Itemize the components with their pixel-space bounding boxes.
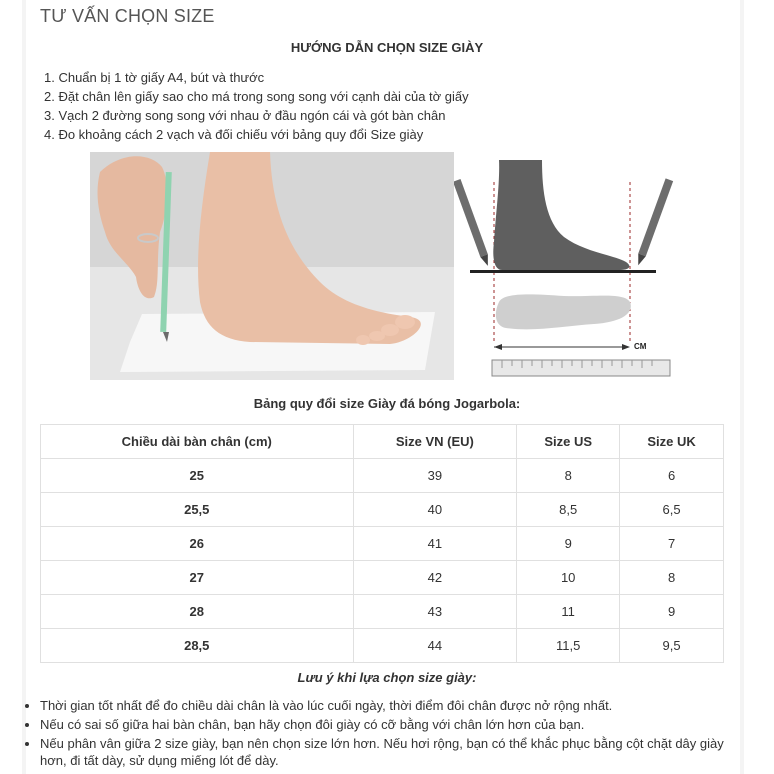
cell-size-uk: 9,5 bbox=[620, 629, 724, 663]
cell-foot-length: 28 bbox=[41, 595, 354, 629]
table-row bbox=[41, 595, 724, 629]
note-item: • Nếu có sai số giữa hai bàn chân, bạn hãy chọn đôi giày có cỡ bằng với chân lớn hơn của bạn. bbox=[40, 716, 740, 733]
cell-size-vn: 43 bbox=[353, 595, 517, 629]
cell-foot-length: 27 bbox=[41, 561, 354, 595]
table-row bbox=[41, 629, 724, 663]
cell-size-uk: 9 bbox=[620, 595, 724, 629]
cell-size-us: 8,5 bbox=[517, 493, 620, 527]
table-row bbox=[41, 459, 724, 493]
foot-measuring-photo bbox=[90, 152, 454, 380]
step-item: 2. Đặt chân lên giấy sao cho má trong song song với cạnh dài của tờ giấy bbox=[44, 89, 469, 104]
cell-size-us: 11,5 bbox=[517, 629, 620, 663]
col-header-size-us: Size US bbox=[517, 425, 620, 459]
guide-heading: HƯỚNG DẪN CHỌN SIZE GIÀY bbox=[290, 40, 484, 55]
cell-size-us: 8 bbox=[517, 459, 620, 493]
size-conversion-table bbox=[40, 424, 724, 663]
col-header-size-vn: Size VN (EU) bbox=[353, 425, 517, 459]
step-item: 4. Đo khoảng cách 2 vạch và đối chiếu với bảng quy đổi Size giày bbox=[44, 127, 424, 142]
cell-foot-length: 26 bbox=[41, 527, 354, 561]
cell-size-uk: 6,5 bbox=[620, 493, 724, 527]
table-row bbox=[41, 493, 724, 527]
cell-size-vn: 41 bbox=[353, 527, 517, 561]
table-row bbox=[41, 527, 724, 561]
notes-list bbox=[24, 697, 740, 771]
col-header-size-uk: Size UK bbox=[620, 425, 724, 459]
cell-size-uk: 7 bbox=[620, 527, 724, 561]
cell-size-vn: 39 bbox=[353, 459, 517, 493]
steps-list bbox=[44, 68, 469, 144]
cell-size-uk: 6 bbox=[620, 459, 724, 493]
table-row bbox=[41, 561, 724, 595]
right-margin bbox=[750, 0, 774, 774]
col-header-foot-length: Chiều dài bàn chân (cm) bbox=[41, 425, 354, 459]
cell-size-uk: 8 bbox=[620, 561, 724, 595]
step-item: 1. Chuẩn bị 1 tờ giấy A4, bút và thước bbox=[44, 70, 265, 85]
cell-size-vn: 40 bbox=[353, 493, 517, 527]
cell-size-us: 9 bbox=[517, 527, 620, 561]
note-item: • Nếu phân vân giữa 2 size giày, bạn nên chọn size lớn hơn. Nếu hơi rộng, bạn có thể khắc phục bằng cột chặt dây giày hơn, đi tất dày, sử dụng miếng lót để dày. bbox=[40, 735, 740, 769]
foot-diagram bbox=[454, 152, 676, 380]
page-title: TƯ VẤN CHỌN SIZE bbox=[40, 6, 215, 26]
cell-size-vn: 44 bbox=[353, 629, 517, 663]
cell-size-us: 10 bbox=[517, 561, 620, 595]
cell-foot-length: 25 bbox=[41, 459, 354, 493]
table-header-row bbox=[41, 425, 724, 459]
cell-foot-length: 25,5 bbox=[41, 493, 354, 527]
notes-title: Lưu ý khi lựa chọn size giày: bbox=[297, 670, 477, 685]
size-table-title: Bảng quy đổi size Giày đá bóng Jogarbola: bbox=[253, 396, 521, 411]
cell-foot-length: 28,5 bbox=[41, 629, 354, 663]
foot-photo-illustration bbox=[90, 152, 454, 380]
diagram-unit-label: CM bbox=[634, 342, 647, 351]
note-item: • Thời gian tốt nhất để đo chiều dài chân là vào lúc cuối ngày, thời điểm đôi chân được nở rộng nhất. bbox=[40, 697, 740, 714]
cell-size-us: 11 bbox=[517, 595, 620, 629]
cell-size-vn: 42 bbox=[353, 561, 517, 595]
step-item: 3. Vạch 2 đường song song với nhau ở đầu ngón cái và gót bàn chân bbox=[44, 108, 446, 123]
